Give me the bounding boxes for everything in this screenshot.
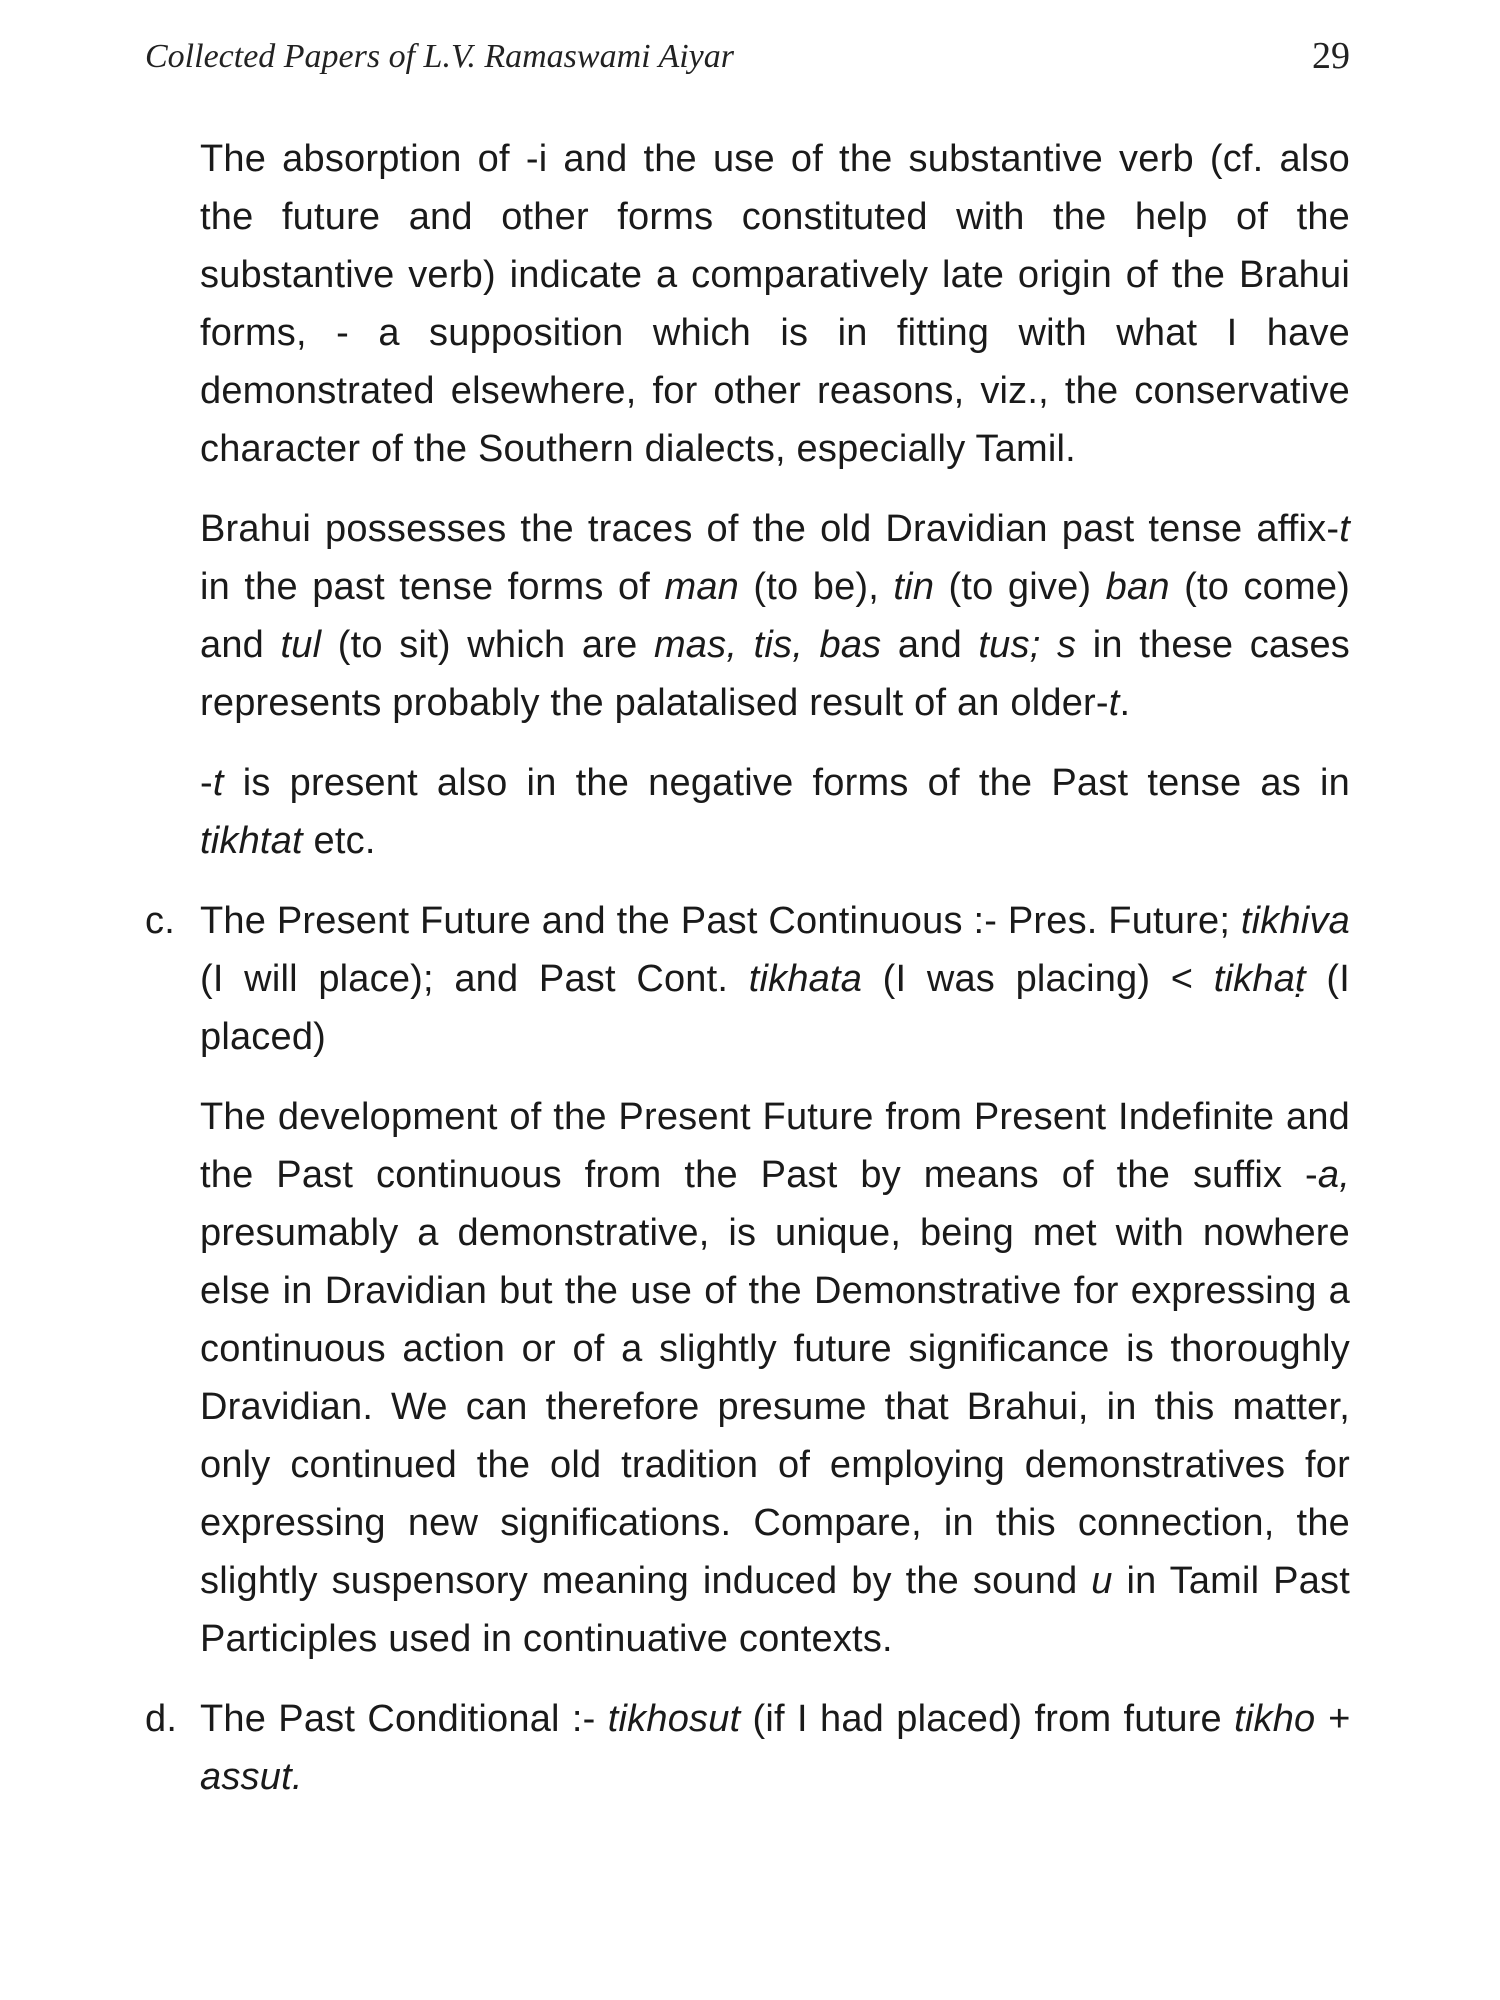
list-marker-d: d.	[145, 1698, 178, 1740]
paragraph-negative-forms: -t is present also in the negative forms of the Past tense as in tikhtat etc.	[200, 762, 1350, 862]
list-item-c: c. The Present Future and the Past Continuous :- Pres. Future; tikhiva (I will place); and Past Cont. tikhata (I was placing) < tikhaṭ (I placed)	[145, 892, 1350, 1066]
list-marker-c: c.	[145, 900, 175, 942]
running-head: Collected Papers of L.V. Ramaswami Aiyar	[145, 38, 735, 75]
paragraph-absorption: The absorption of -i and the use of the substantive verb (cf. also the future and other forms constituted with the help of the substantive verb) indicate a comparatively late origin of the Brahui forms, - a supposition which is in fitting with what I have demonstrated elsewhere, for other reasons, viz., the conservative character of the Southern dialects, especially Tamil.	[200, 138, 1350, 470]
paragraph-past-tense-affix: Brahui possesses the traces of the old Dravidian past tense affix-t in the past tense forms of man (to be), tin (to give) ban (to come) and tul (to sit) which are mas, tis, bas and tus; s in these cases represents probably the palatalised result of an older-t.	[200, 508, 1351, 724]
page-number: 29	[1312, 35, 1350, 77]
paragraph-development: The development of the Present Future from Present Indefinite and the Past continuous from the Past by means of the suffix -a, presumably a demonstrative, is unique, being met with nowhere else in Dravidian but the use of the Demonstrative for expressing a continuous action or of a slightly future significance is thoroughly Dravidian. We can therefore presume that Brahui, in this matter, only continued the old tradition of employing demonstratives for expressing new significations. Compare, in this connection, the slightly suspensory meaning induced by the sound u in Tamil Past Participles used in continuative contexts.	[200, 1096, 1350, 1660]
list-item-d: d. The Past Conditional :- tikhosut (if I had placed) from future tikho + assut.	[145, 1690, 1350, 1806]
page-body	[145, 130, 1350, 1828]
page-header	[145, 34, 1350, 86]
